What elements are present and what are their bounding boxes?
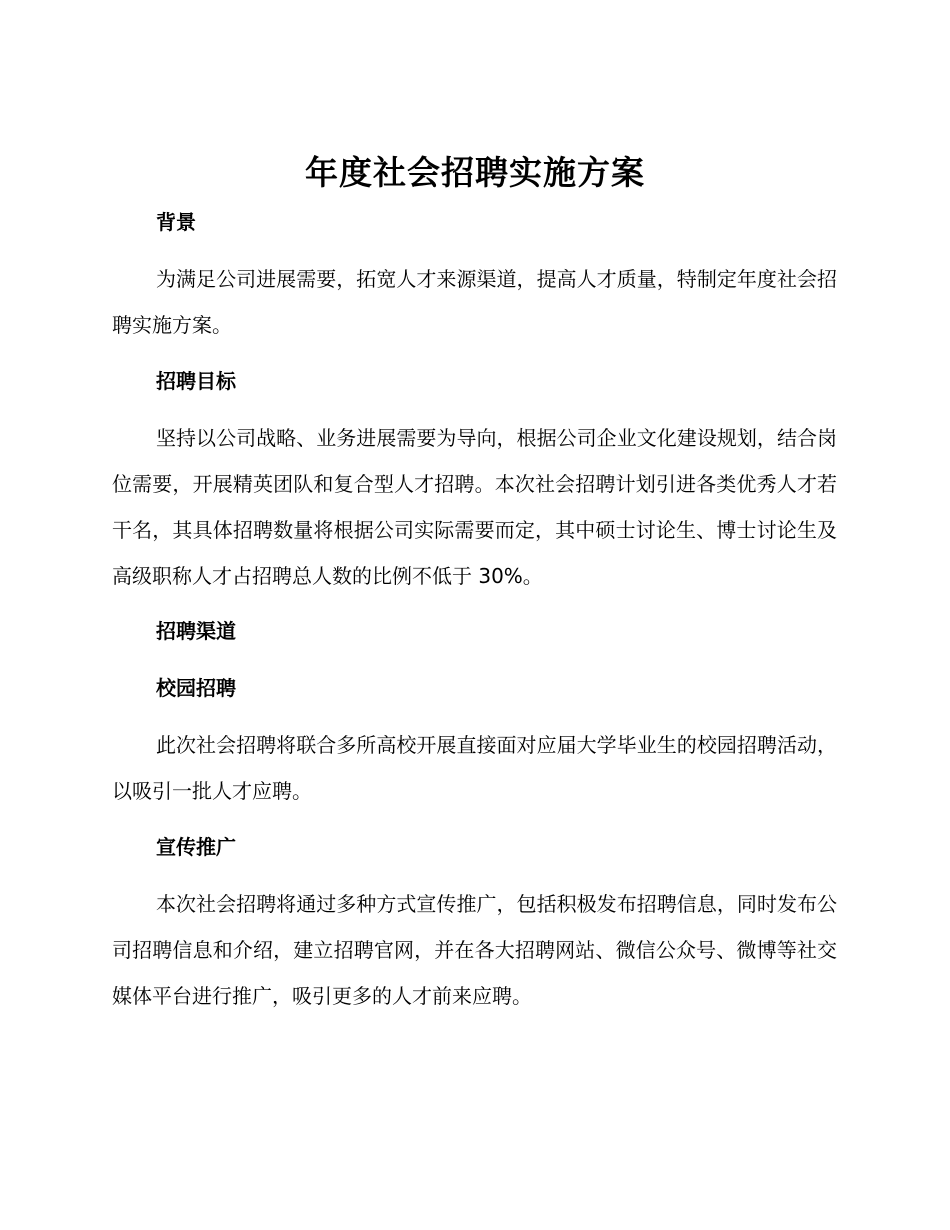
section-paragraph-promotion: 本次社会招聘将通过多种方式宣传推广，包括积极发布招聘信息，同时发布公司招聘信息和介绍，建立招聘官网，并在各大招聘网站、微信公众号、微博等社交媒体平台进行推广，吸引更多的人才前来应聘。 <box>112 892 837 1008</box>
section-paragraph-goal: 坚持以公司战略、业务进展需要为导向，根据公司企业文化建设规划，结合岗位需要，开展精英团队和复合型人才招聘。本次社会招聘计划引进各类优秀人才若干名，其具体招聘数量将根据公司实际需要而定，其中硕士讨论生、博士讨论生及高级职称人才占招聘总人数的比例不低于 30%。 <box>112 426 837 588</box>
section-heading-goal: 招聘目标 <box>156 369 236 393</box>
section-paragraph-background: 为满足公司进展需要，拓宽人才来源渠道，提高人才质量，特制定年度社会招聘实施方案。 <box>112 267 837 337</box>
document-title: 年度社会招聘实施方案 <box>305 153 645 192</box>
section-paragraph-campus: 此次社会招聘将联合多所高校开展直接面对应届大学毕业生的校园招聘活动，以吸引一批人才应聘。 <box>112 733 837 803</box>
section-heading-promotion: 宣传推广 <box>156 835 236 859</box>
section-heading-channels: 招聘渠道 <box>156 619 236 643</box>
section-heading-background: 背景 <box>156 210 196 234</box>
section-heading-campus: 校园招聘 <box>156 676 236 700</box>
